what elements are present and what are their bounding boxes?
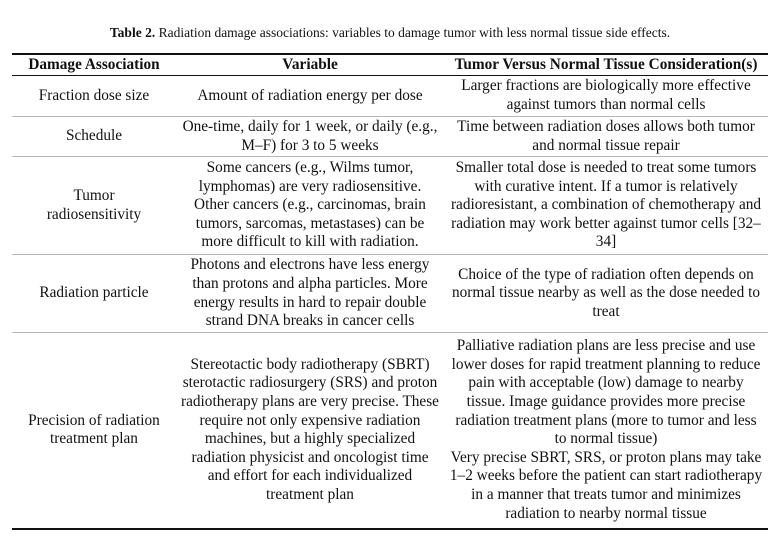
- table-row: [12, 76, 768, 117]
- cell-variable: Stereotactic body radiotherapy (SBRT) sterotactic radiosurgery (SRS) and proton radiotherapy plans are very precise. These require not only expensive radiation machines, but a highly specialized radiation physicist and oncologist time and effort for each individualized treatment plan: [181, 355, 439, 504]
- table-row: [12, 255, 768, 333]
- cell-association: Tumor radiosensitivity: [46, 186, 142, 223]
- cell-variable: Photons and electrons have less energy than protons and alpha particles. More energy results in hard to repair double strand DNA breaks in cancer cells: [190, 256, 430, 330]
- cell-association: Precision of radiation treatment plan: [28, 411, 160, 448]
- header-damage-association: Damage Association: [28, 56, 160, 74]
- cell-consideration: Choice of the type of radiation often depends on normal tissue nearby as well as the dose needed to treat: [452, 265, 760, 320]
- cell-consideration: Time between radiation doses allows both tumor and normal tissue repair: [457, 117, 755, 154]
- cell-association: Fraction dose size: [38, 86, 150, 104]
- cell-consideration: Larger fractions are biologically more effective against tumors than normal cells: [461, 77, 751, 113]
- cell-association: Schedule: [65, 127, 123, 145]
- cell-variable: One-time, daily for 1 week, or daily (e.g., M–F) for 3 to 5 weeks: [182, 117, 438, 154]
- header-variable: Variable: [282, 56, 338, 74]
- table-caption: [0, 25, 780, 41]
- cell-variable: Some cancers (e.g., Wilms tumor, lymphomas) are very radiosensitive. Other cancers (e.g., carcinomas, brain tumors, sarcomas, metastases) can be more difficult to kill with radiation.: [194, 159, 426, 251]
- table-header-row: [12, 54, 768, 76]
- header-consideration: Tumor Versus Normal Tissue Consideration(s): [454, 56, 758, 74]
- radiation-damage-table: [12, 53, 768, 530]
- consideration-paragraph-2: Very precise SBRT, SRS, or proton plans may take 1–2 weeks before the patient can start radiotherapy in a manner that treats tumor and minimizes radiation to nearby normal tissue: [449, 448, 763, 522]
- consideration-paragraph-1: Palliative radiation plans are less precise and use lower doses for rapid treatment planning to reduce pain with acceptable (low) damage to nearby tissue. Image guidance provides more precise radiation treatment plans (more to tumor and less to normal tissue): [451, 337, 761, 448]
- table-row: [12, 157, 768, 255]
- cell-consideration: [444, 333, 768, 529]
- table-caption-text: Radiation damage associations: variables to damage tumor with less normal tissue side effects.: [158, 25, 671, 40]
- table-row: [12, 333, 768, 529]
- table-caption-label: Table 2.: [109, 25, 156, 40]
- cell-variable: Amount of radiation energy per dose: [197, 86, 423, 104]
- table-row: [12, 117, 768, 157]
- cell-association: Radiation particle: [39, 284, 149, 302]
- cell-consideration: Smaller total dose is needed to treat some tumors with curative intent. If a tumor is relatively radioresistant, a combination of chemotherapy and radiation may work better against tumor cells [32–34]: [450, 159, 762, 251]
